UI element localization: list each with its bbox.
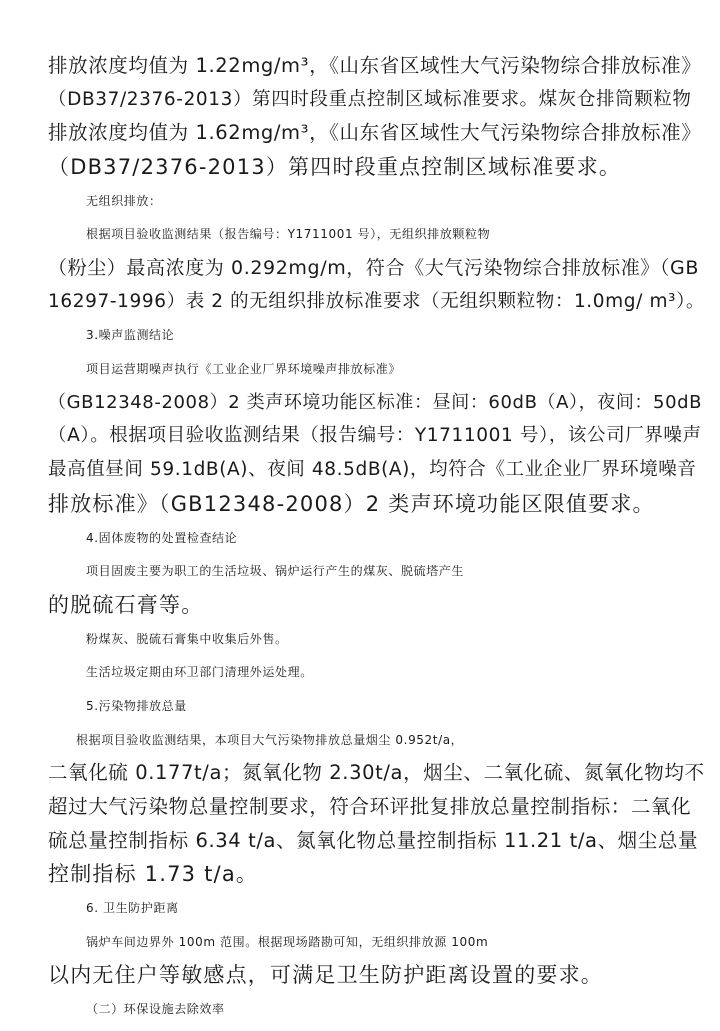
text-line: 以内无住户等敏感点，可满足卫生防护距离设置的要求。 <box>48 963 603 987</box>
text-line: （GB12348-2008）2 类声环境功能区标准：昼间：60dB（A），夜间：50dB <box>48 392 703 413</box>
text-line: 控制指标 1.73 t/a。 <box>48 862 259 886</box>
section-heading: （二）环保设施去除效率 <box>86 1002 225 1016</box>
text-line: （DB37/2376-2013）第四时段重点控制区域标准要求。 <box>48 155 622 179</box>
subheading-line: 无组织排放： <box>86 194 162 208</box>
text-line: 硫总量控制指标 6.34 t/a、氮氧化物总量控制指标 11.21 t/a、烟尘总量 <box>48 829 699 852</box>
section-heading: 3.噪声监测结论 <box>86 328 175 342</box>
text-line: 根据项目验收监测结果（报告编号：Y1711001 号），无组织排放颗粒物 <box>86 227 491 241</box>
text-line: 根据项目验收监测结果，本项目大气污染物排放总量烟尘 0.952t/a， <box>76 733 464 747</box>
text-line: 生活垃圾定期由环卫部门清理外运处理。 <box>86 665 313 679</box>
text-line: 粉煤灰、脱硫石膏集中收集后外售。 <box>86 632 288 646</box>
text-line: 16297-1996）表 2 的无组织排放标准要求（无组织颗粒物：1.0mg/ m³）。 <box>48 291 706 312</box>
section-heading: 5.污染物排放总量 <box>86 699 187 713</box>
text-line: 锅炉车间边界外 100m 范围。根据现场踏勘可知，无组织排放源 100m <box>86 935 489 949</box>
text-line: 排放浓度均值为 1.62mg/m³，《山东省区域性大气污染物综合排放标准》 <box>48 121 702 144</box>
text-line: 排放浓度均值为 1.22mg/m³，《山东省区域性大气污染物综合排放标准》 <box>48 54 702 77</box>
text-line: 项目固废主要为职工的生活垃圾、锅炉运行产生的煤灰、脱硫塔产生 <box>86 564 465 578</box>
text-line: 二氧化硫 0.177t/a；氮氧化物 2.30t/a，烟尘、二氧化硫、氮氧化物均不 <box>48 761 705 784</box>
text-line: （粉尘）最高浓度为 0.292mg/m，符合《大气污染物综合排放标准》（GB <box>48 257 699 279</box>
text-line: 最高值昼间 59.1dB(A)、夜间 48.5dB(A)，均符合《工业企业厂界环境噪音 <box>48 459 697 480</box>
text-line: 排放标准》（GB12348-2008）2 类声环境功能区限值要求。 <box>48 492 655 516</box>
text-line: 的脱硫石膏等。 <box>48 593 204 617</box>
text-line: （DB37/2376-2013）第四时段重点控制区域标准要求。煤灰仓排筒颗粒物 <box>48 89 692 110</box>
text-line: 超过大气污染物总量控制要求，符合环评批复排放总量控制指标：二氧化 <box>48 795 692 818</box>
text-line: 项目运营期噪声执行《工业企业厂界环境噪声排放标准》 <box>86 362 402 376</box>
section-heading: 6. 卫生防护距离 <box>86 901 179 915</box>
section-heading: 4.固体废物的处置检查结论 <box>86 531 238 545</box>
text-line: （A）。根据项目验收监测结果（报告编号：Y1711001 号），该公司厂界噪声 <box>48 425 702 446</box>
